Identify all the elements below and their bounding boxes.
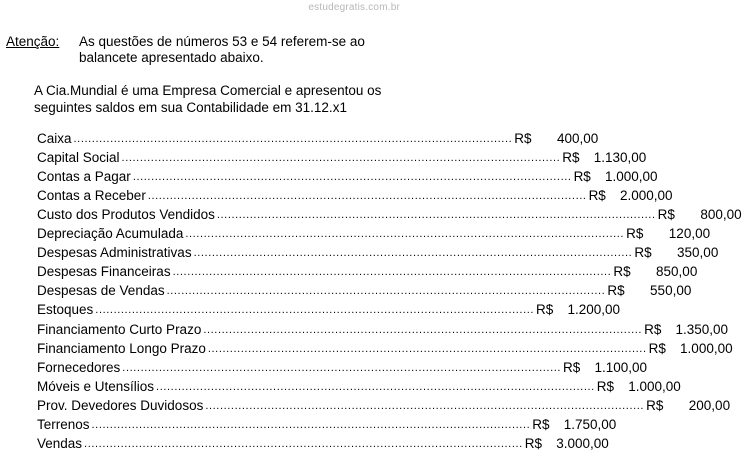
account-name: Despesas Financeiras — [37, 264, 171, 280]
account-value: 850,00 — [656, 264, 698, 280]
account-amount — [634, 245, 718, 261]
currency-symbol: R$ — [644, 321, 662, 337]
dot-leader: ........................................................................................................................ — [156, 380, 595, 393]
currency-symbol: R$ — [562, 150, 580, 166]
dot-leader: ........................................................................................................................ — [172, 266, 612, 279]
account-value: 120,00 — [668, 226, 711, 242]
account-row — [37, 357, 648, 376]
account-row — [37, 166, 658, 185]
account-name: Caixa — [37, 131, 72, 147]
account-name: Depreciação Acumulada — [37, 226, 184, 242]
account-amount — [607, 283, 691, 299]
account-value: 3.000,00 — [556, 435, 609, 451]
currency-symbol: R$ — [613, 264, 631, 280]
currency-symbol: R$ — [596, 378, 615, 394]
currency-symbol: R$ — [514, 131, 532, 147]
account-value: 550,00 — [650, 283, 692, 299]
account-amount — [658, 207, 742, 223]
account-value: 200,00 — [688, 397, 731, 413]
account-name: Custo dos Produtos Vendidos — [37, 207, 215, 223]
account-amount — [649, 341, 733, 357]
currency-symbol: R$ — [657, 207, 675, 223]
dot-leader: ........................................................................................................................ — [84, 437, 523, 450]
account-row — [37, 280, 692, 299]
account-value: 400,00 — [556, 131, 599, 147]
currency-symbol: R$ — [588, 188, 606, 204]
account-amount — [626, 226, 710, 242]
account-name: Contas a Pagar — [37, 169, 131, 185]
balance-sheet-list — [37, 128, 742, 452]
dot-leader: ........................................................................................................................ — [185, 228, 625, 241]
account-value: 1.200,00 — [567, 302, 621, 318]
dot-leader: ........................................................................................................................ — [216, 209, 656, 222]
account-name: Contas a Receber — [37, 188, 146, 204]
currency-symbol: R$ — [626, 226, 644, 242]
account-amount — [563, 360, 647, 376]
dot-leader: ........................................................................................................................ — [121, 152, 561, 165]
account-row — [37, 433, 609, 452]
account-row — [37, 338, 733, 357]
account-name: Financiamento Longo Prazo — [37, 340, 206, 356]
account-name: Fornecedores — [37, 359, 121, 375]
account-amount — [646, 398, 730, 414]
dot-leader: ........................................................................................................................ — [166, 285, 606, 298]
currency-symbol: R$ — [563, 359, 581, 375]
account-amount — [597, 379, 681, 395]
account-row — [37, 242, 719, 261]
account-amount — [562, 150, 646, 166]
dot-leader: ........................................................................................................................ — [193, 247, 633, 260]
currency-symbol: R$ — [573, 169, 591, 185]
account-amount — [644, 322, 728, 338]
company-statement: A Cia.Mundial é uma Empresa Comercial e apresentou os seguintes saldos em sua Contabilidade em 31.12.x1 — [34, 83, 382, 115]
account-value: 1.000,00 — [628, 378, 681, 394]
currency-symbol: R$ — [607, 283, 625, 299]
dot-leader: ........................................................................................................................ — [73, 133, 513, 146]
account-amount — [525, 436, 609, 452]
account-name: Financiamento Curto Prazo — [37, 321, 202, 337]
account-row — [37, 414, 617, 433]
account-row — [37, 261, 698, 280]
account-value: 1.100,00 — [594, 359, 648, 375]
account-value: 1.130,00 — [593, 150, 647, 166]
account-row — [37, 204, 742, 223]
account-row — [37, 299, 621, 318]
watermark: estudegratis.com.br — [308, 2, 400, 13]
account-row — [37, 128, 599, 147]
dot-leader: ........................................................................................................................ — [147, 190, 587, 203]
attention-note — [6, 34, 400, 66]
account-value: 1.750,00 — [563, 416, 617, 432]
account-name: Prov. Devedores Duvidosos — [37, 397, 204, 413]
account-value: 2.000,00 — [620, 188, 673, 204]
dot-leader: ........................................................................................................................ — [91, 418, 531, 431]
account-name: Capital Social — [37, 150, 120, 166]
account-name: Despesas Administrativas — [37, 245, 192, 261]
account-name: Despesas de Vendas — [37, 283, 165, 299]
attention-label: Atenção: — [6, 34, 60, 49]
account-value: 1.350,00 — [675, 321, 729, 337]
account-row — [37, 223, 711, 242]
account-value: 1.000,00 — [680, 340, 733, 356]
dot-leader: ........................................................................................................................ — [203, 323, 643, 336]
dot-leader: ........................................................................................................................ — [132, 171, 572, 184]
currency-symbol: R$ — [634, 245, 652, 261]
dot-leader: ........................................................................................................................ — [207, 342, 647, 355]
dot-leader: ........................................................................................................................ — [205, 399, 645, 412]
account-amount — [589, 188, 673, 204]
currency-symbol: R$ — [536, 302, 554, 318]
account-name: Móveis e Utensílios — [37, 378, 155, 394]
account-name: Vendas — [37, 435, 83, 451]
account-row — [37, 147, 647, 166]
currency-symbol: R$ — [646, 397, 664, 413]
account-name: Terrenos — [37, 416, 90, 432]
currency-symbol: R$ — [532, 416, 550, 432]
account-value: 350,00 — [677, 245, 719, 261]
account-row — [37, 376, 681, 395]
account-name: Estoques — [37, 302, 94, 318]
account-amount — [574, 169, 658, 185]
account-amount — [536, 302, 620, 318]
currency-symbol: R$ — [524, 435, 543, 451]
account-row — [37, 185, 673, 204]
account-value: 1.000,00 — [605, 169, 658, 185]
dot-leader: ........................................................................................................................ — [95, 304, 535, 317]
account-row — [37, 395, 731, 414]
account-amount — [532, 417, 616, 433]
account-amount — [514, 131, 598, 147]
account-amount — [613, 264, 697, 280]
currency-symbol: R$ — [648, 340, 666, 356]
attention-text: As questões de números 53 e 54 referem-se ao balancete apresentado abaixo. — [79, 34, 365, 65]
account-row — [37, 318, 729, 337]
dot-leader: ........................................................................................................................ — [122, 361, 562, 374]
account-value: 800,00 — [700, 207, 742, 223]
